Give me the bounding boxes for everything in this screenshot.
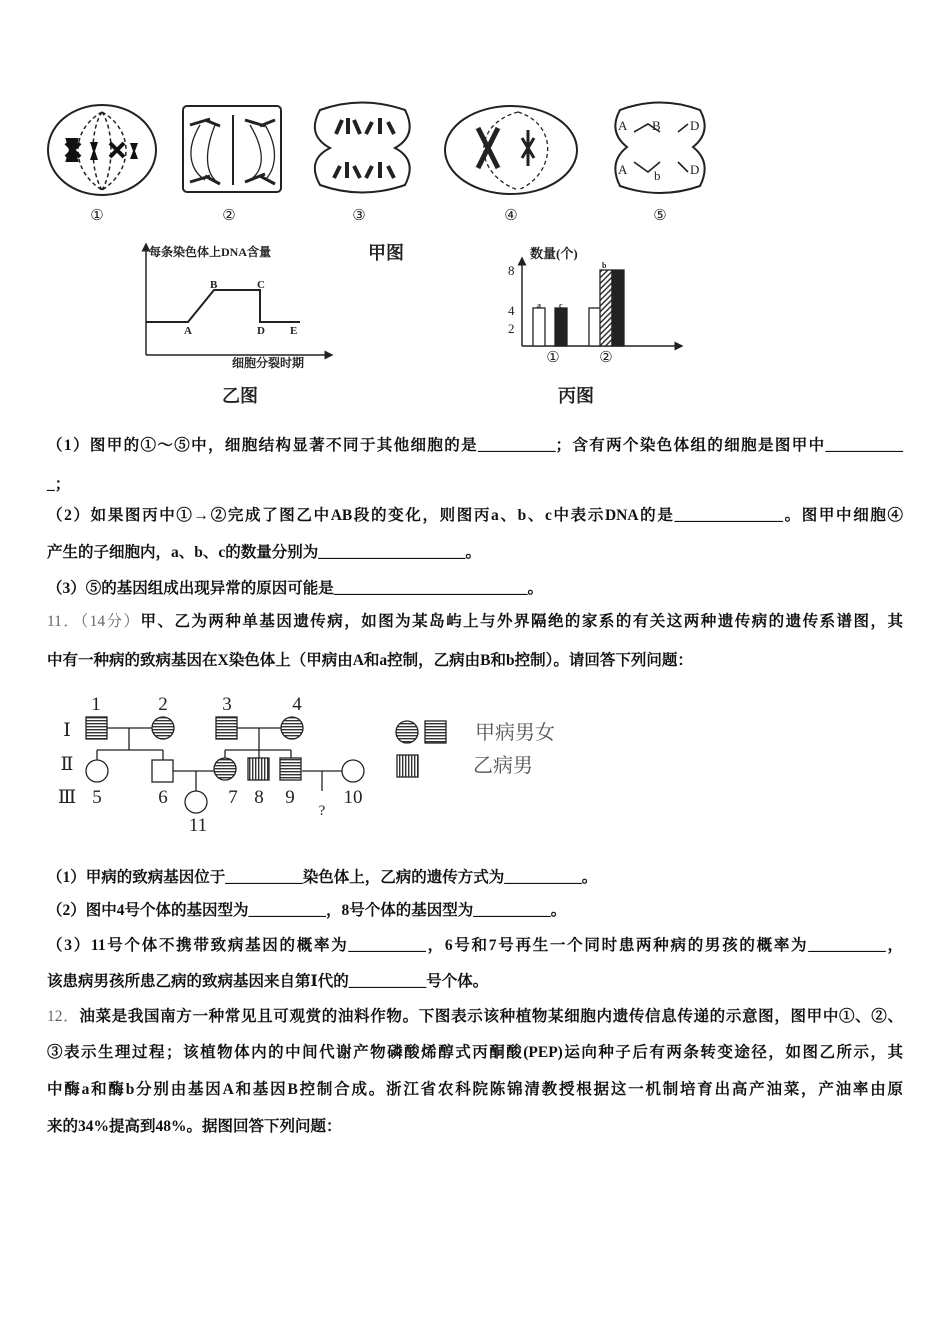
individual-5 [86,760,108,782]
individual-2 [152,717,174,739]
q11-intro-line2: 中有一种病的致病基因在X染色体上（甲病由A和a控制，乙病由B和b控制）。请回答下列问题： [47,652,693,669]
generation-label: Ⅲ [57,787,77,808]
individual-7 [214,758,236,780]
individual-9 [280,758,301,780]
cell-label: ⑤ [653,208,667,224]
q10-part2-line1: （2）如果图丙中①→②完成了图乙中AB段的变化，则图丙a、b、c中表示DNA的是______________。图甲中细胞④ [47,507,903,524]
point-label: E [290,325,298,337]
bar-label: a [537,301,541,310]
figure-yi [146,244,332,355]
bar-c-2 [612,270,624,346]
q10-part1-line2: _； [47,476,71,493]
unknown-offspring: ? [318,803,326,819]
question-number: 11．（14分） [47,613,141,630]
bar-label: b [602,261,607,270]
q12-line2: ③表示生理过程；该植物体内的中间代谢产物磷酸烯醇式丙酮酸(PEP)运向种子后有两条转变途径，如图乙所示，其 [47,1044,903,1061]
question-number: 12． [47,1008,80,1025]
bar-c-1 [555,308,567,346]
yi-xlabel: 细胞分裂时期 [232,356,305,370]
cell-5 [615,103,704,194]
bar-a-2 [589,308,601,346]
individual-4 [281,717,303,739]
q11-intro-line1 [47,612,903,632]
generation-label: Ⅱ [60,754,74,775]
gene-label: A [618,162,628,177]
y-tick: 2 [508,321,515,336]
q12-text: 油菜是我国南方一种常见且可观赏的油料作物。下图表示该种植物某细胞内遗传信息传递的示意图，图甲中①、②、 [79,1008,903,1025]
point-label: C [257,279,265,291]
q12-line1 [47,1007,903,1027]
individual-id: 8 [254,787,264,808]
gene-label: D [690,162,700,177]
pedigree [86,717,446,813]
gene-label: b [654,168,661,183]
gene-label: A [618,118,628,133]
bing-ylabel: 数量(个) [530,246,578,261]
q11-text: 甲、乙为两种单基因遗传病，如图为某岛屿上与外界隔绝的家系的有关这两种遗传病的遗传系谱图，其 [140,613,903,630]
q11-part3-line2: 该患病男孩所患乙病的致病基因来自第Ⅰ代的__________号个体。 [47,973,489,990]
figure-title-bing: 丙图 [558,386,594,406]
cell-label: ④ [504,208,518,224]
individual-6 [152,760,173,782]
q10-part3: （3）⑤的基因组成出现异常的原因可能是_________________________。 [47,580,544,597]
cell-3 [315,103,410,193]
legend-jia-male-icon [425,721,446,743]
q11-part1: （1）甲病的致病基因位于__________染色体上，乙病的遗传方式为__________。 [47,869,598,886]
bar-a-1 [533,308,545,346]
individual-id: 11 [188,815,208,836]
q12-line3: 中酶a和酶b分别由基因A和基因B控制合成。浙江省农科院陈锦清教授根据这一机制培育出高产油菜，产油率由原 [47,1081,903,1098]
x-tick: ① [546,350,560,366]
individual-3 [216,717,237,739]
y-tick: 8 [508,263,515,278]
q10-part2-line2: 产生的子细胞内，a、b、c的数量分别为___________________。 [47,544,482,561]
yi-ylabel: 每条染色体上DNA含量 [149,245,271,259]
cell-4 [445,106,577,194]
individual-id: 9 [285,787,295,808]
q11-part2: （2）图中4号个体的基因型为__________，8号个体的基因型为__________。 [47,902,567,919]
individual-1 [86,717,107,739]
dna-line [146,290,300,322]
figure-title-jia: 甲图 [368,243,404,263]
individual-id: 7 [228,787,238,808]
point-label: D [257,325,265,337]
individual-id: 6 [158,787,168,808]
individual-10 [342,760,364,782]
gene-label: D [690,118,700,133]
cell-2 [183,106,281,192]
individual-8 [248,758,269,780]
individual-id: 2 [158,694,168,715]
bar-label: c [559,301,563,310]
individual-11 [185,791,207,813]
q12-line4: 来的34%提高到48%。据图回答下列问题： [47,1118,342,1135]
gene-label: B [652,118,661,133]
cell-1 [48,105,156,195]
point-label: A [184,325,192,337]
cell-label: ③ [352,208,366,224]
point-label: B [210,279,218,291]
individual-id: 1 [91,694,101,715]
x-tick: ② [599,350,613,366]
legend-yi-male-icon [397,755,418,777]
generation-label: Ⅰ [63,720,71,741]
cell-label: ② [222,208,236,224]
individual-id: 10 [343,787,363,808]
cell-label: ① [90,208,104,224]
legend-jia-female-icon [396,721,418,743]
legend-label: 甲病男女 [475,722,555,744]
q10-part1-line1: （1）图甲的①～⑤中，细胞结构显著不同于其他细胞的是__________；含有两个染色体组的细胞是图甲中__________ [47,437,903,454]
y-tick: 4 [508,303,515,318]
q11-part3-line1: （3）11号个体不携带致病基因的概率为__________，6号和7号再生一个同时患两种病的男孩的概率为__________， [47,937,903,954]
figure-title-yi: 乙图 [222,386,258,406]
bar-b-2 [600,270,612,346]
individual-id: 5 [92,787,102,808]
individual-id: 3 [222,694,232,715]
legend-label: 乙病男 [473,755,533,777]
individual-id: 4 [292,694,302,715]
